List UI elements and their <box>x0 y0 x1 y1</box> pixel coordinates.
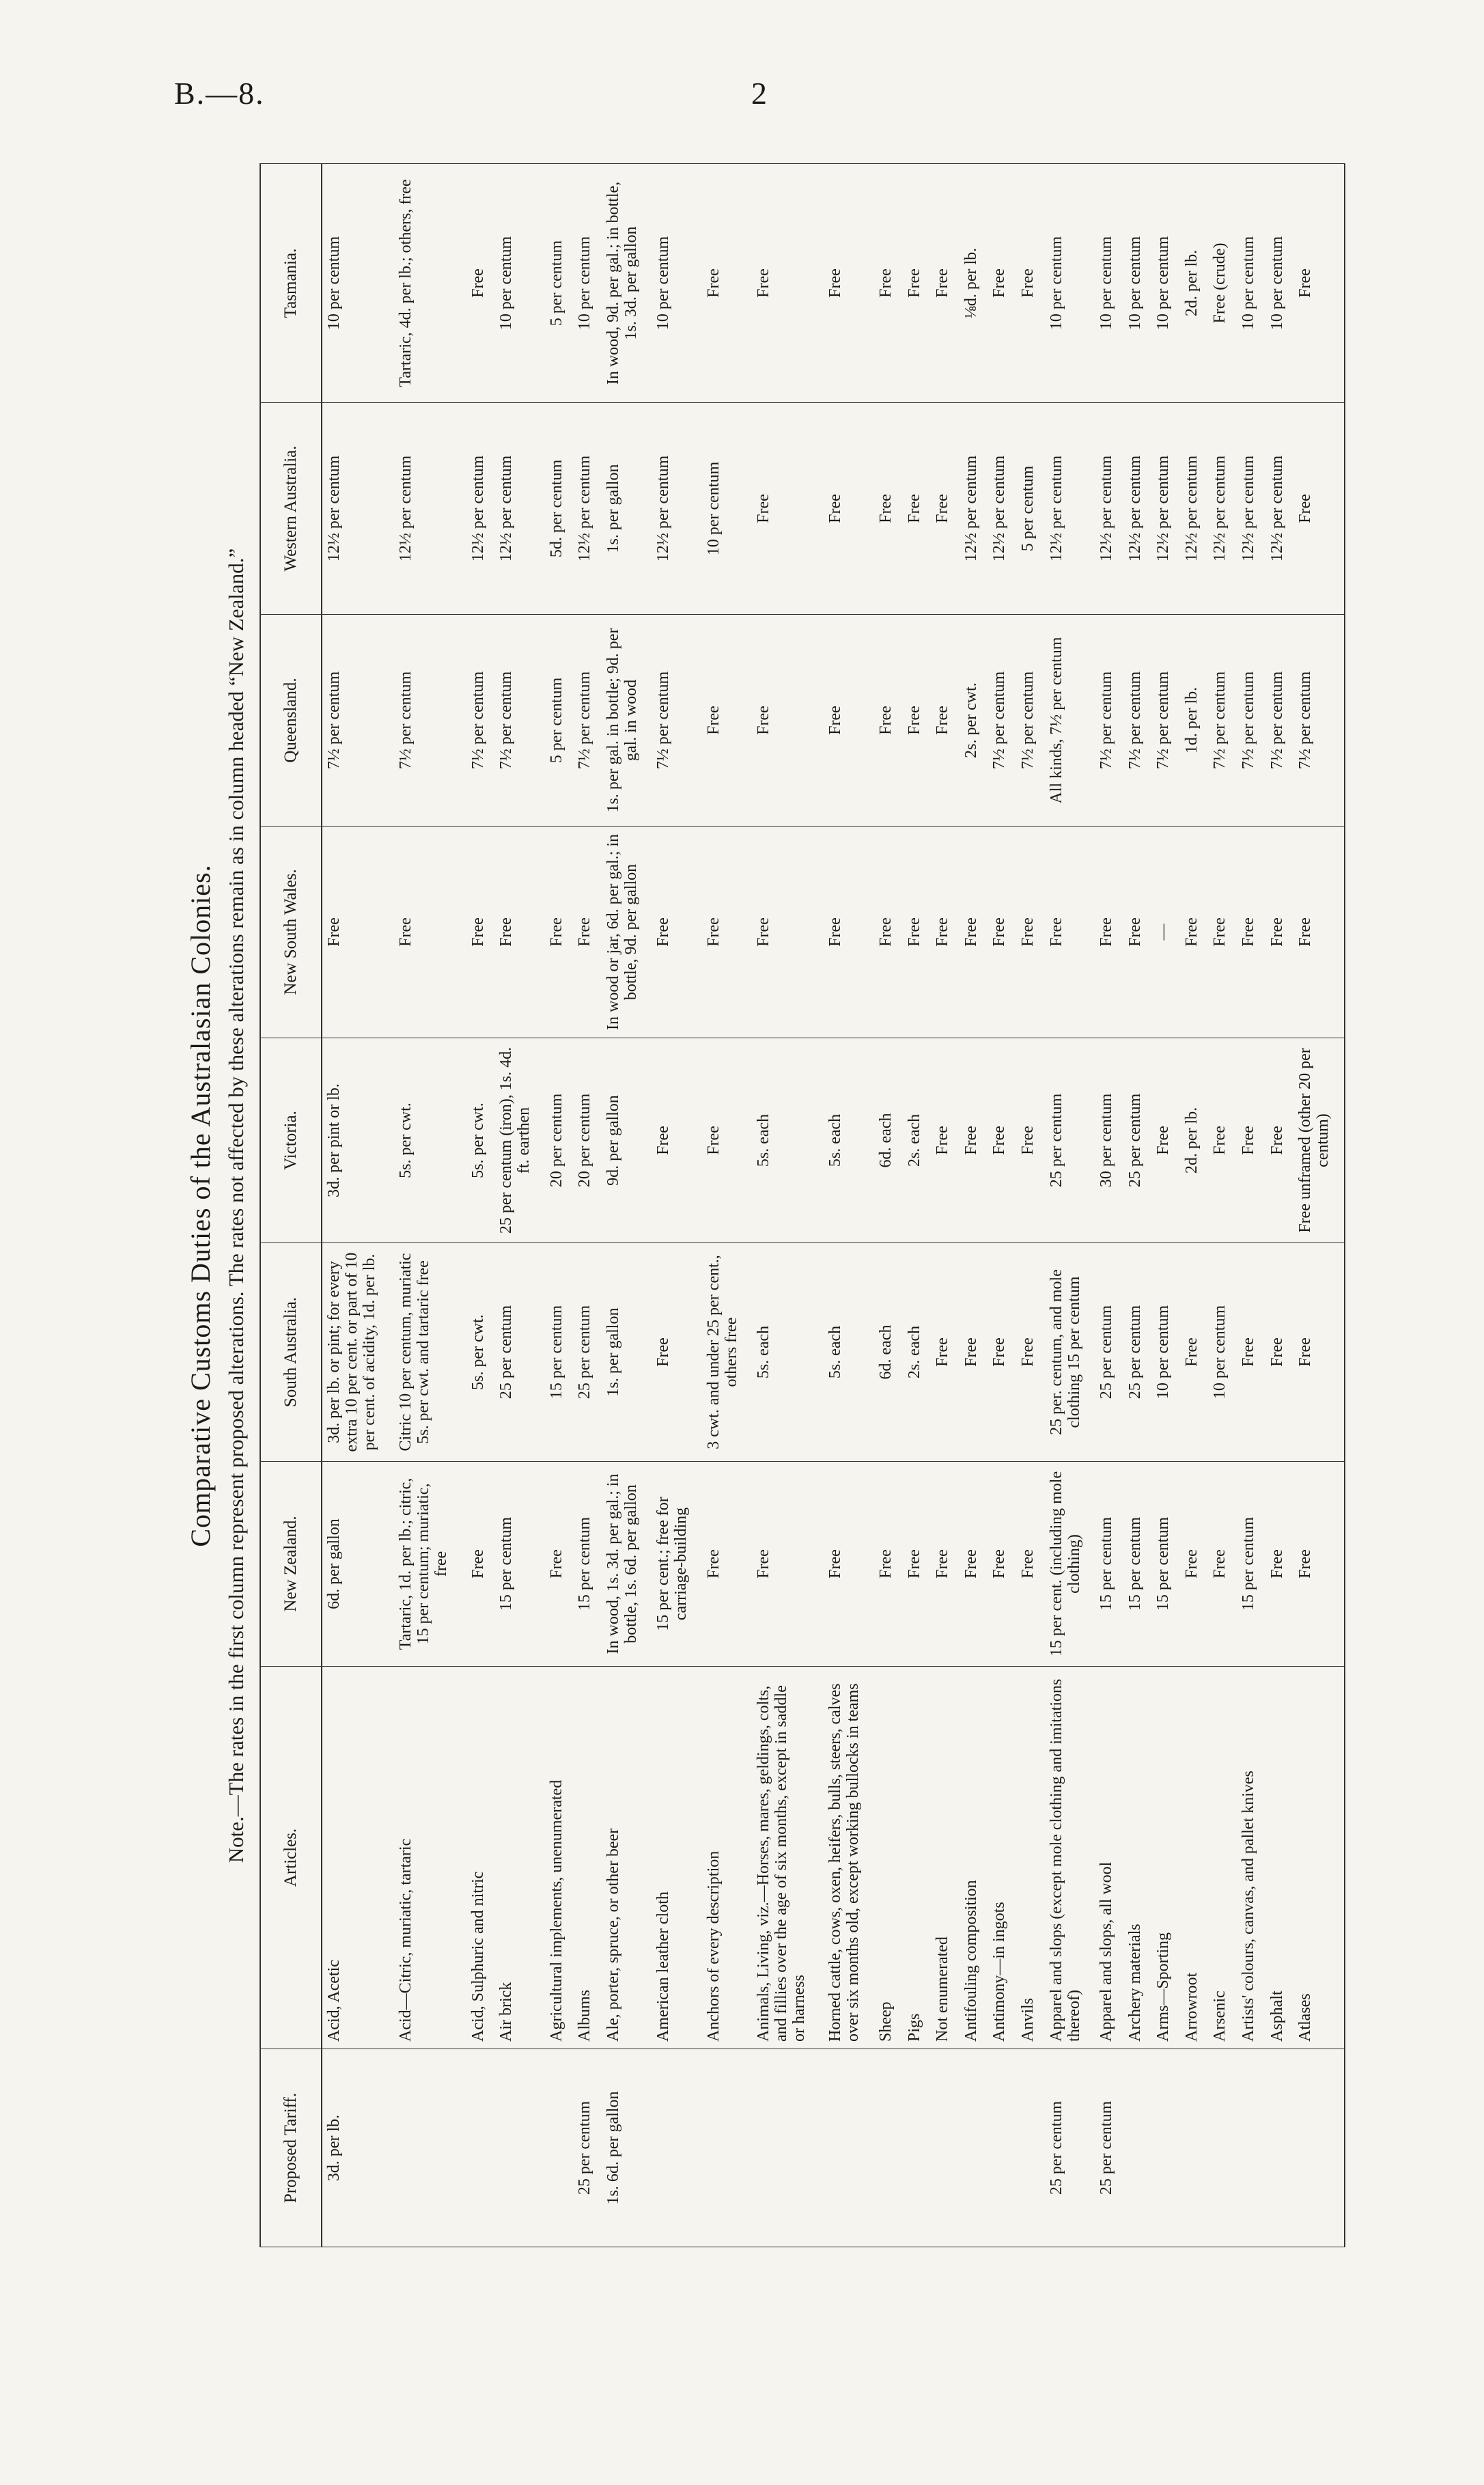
cell-sa: Free <box>1265 1243 1294 1462</box>
col-header: Articles. <box>260 1667 322 2049</box>
cell-qld: 7½ per centum <box>1016 615 1045 827</box>
table-row <box>752 164 824 2247</box>
cell-article: Air brick <box>494 1667 544 2049</box>
table-row <box>1095 164 1123 2247</box>
cell-vic: 2d. per lb. <box>1180 1038 1209 1243</box>
cell-tariff <box>1208 2049 1237 2247</box>
cell-tariff <box>988 2049 1016 2247</box>
cell-article: Anvils <box>1016 1667 1045 2049</box>
cell-sa: 5s. each <box>752 1243 824 1462</box>
cell-wa: 12½ per centum <box>652 403 701 615</box>
cell-wa: 12½ per centum <box>1265 403 1294 615</box>
cell-nz: Free <box>1016 1462 1045 1667</box>
cell-nsw: Free <box>322 827 394 1038</box>
cell-qld: All kinds, 7½ per centum <box>1045 615 1095 827</box>
table-row <box>466 164 495 2247</box>
cell-tariff <box>752 2049 824 2247</box>
cell-vic: 25 per centum (iron), 1s. 4d. ft. earthen <box>494 1038 544 1243</box>
cell-article: Acid, Acetic <box>322 1667 394 2049</box>
cell-tas: Free <box>466 164 495 403</box>
table-row <box>1293 164 1345 2247</box>
cell-nz: 15 per centum <box>573 1462 602 1667</box>
cell-tas: 10 per centum <box>494 164 544 403</box>
cell-tas: 10 per centum <box>1123 164 1152 403</box>
cell-tas: 10 per centum <box>652 164 701 403</box>
cell-tas: Free <box>874 164 903 403</box>
cell-article: Animals, Living, viz.—Horses, mares, geldings, colts, and fillies over the age of six months, except in saddle or harness <box>752 1667 824 2049</box>
cell-nsw: — <box>1151 827 1180 1038</box>
cell-tariff <box>960 2049 988 2247</box>
cell-nsw: Free <box>1208 827 1237 1038</box>
cell-tariff <box>1237 2049 1265 2247</box>
cell-article: Arrowroot <box>1180 1667 1209 2049</box>
cell-article: Apparel and slops, all wool <box>1095 1667 1123 2049</box>
cell-qld: Free <box>931 615 960 827</box>
cell-tariff <box>1151 2049 1180 2247</box>
table-row <box>1265 164 1294 2247</box>
cell-wa: Free <box>824 403 873 615</box>
cell-tariff <box>824 2049 873 2247</box>
cell-article: Agricultural implements, unenumerated <box>545 1667 574 2049</box>
cell-tariff <box>394 2049 466 2247</box>
cell-nz: In wood, 1s. 3d. per gal.; in bottle, 1s. 6d. per gallon <box>602 1462 652 1667</box>
cell-sa: 25 per centum <box>573 1243 602 1462</box>
cell-nz: Free <box>931 1462 960 1667</box>
cell-wa: 12½ per centum <box>466 403 495 615</box>
cell-wa: 5 per centum <box>1016 403 1045 615</box>
cell-nz: 15 per centum <box>1123 1462 1152 1667</box>
cell-nsw: Free <box>752 827 824 1038</box>
cell-tariff <box>1016 2049 1045 2247</box>
cell-qld: 7½ per centum <box>1265 615 1294 827</box>
cell-sa: 10 per centum <box>1151 1243 1180 1462</box>
cell-nsw: Free <box>988 827 1016 1038</box>
cell-qld: 7½ per centum <box>1208 615 1237 827</box>
cell-sa: 15 per centum <box>545 1243 574 1462</box>
cell-tariff <box>545 2049 574 2247</box>
cell-vic: 5s. per cwt. <box>466 1038 495 1243</box>
cell-article: Asphalt <box>1265 1667 1294 2049</box>
cell-nsw: Free <box>931 827 960 1038</box>
cell-wa: 10 per centum <box>702 403 752 615</box>
cell-vic: 2s. each <box>903 1038 932 1243</box>
cell-nsw: Free <box>573 827 602 1038</box>
table-row <box>1208 164 1237 2247</box>
cell-vic: Free <box>1208 1038 1237 1243</box>
cell-tas: 2d. per lb. <box>1180 164 1209 403</box>
cell-sa: 3 cwt. and under 25 per cent., others free <box>702 1243 752 1462</box>
cell-vic: Free <box>652 1038 701 1243</box>
cell-vic: Free <box>1265 1038 1294 1243</box>
cell-sa: Free <box>652 1243 701 1462</box>
cell-article: American leather cloth <box>652 1667 701 2049</box>
cell-vic: Free <box>1016 1038 1045 1243</box>
table-row <box>322 164 394 2247</box>
cell-sa: 6d. each <box>874 1243 903 1462</box>
cell-qld: 7½ per centum <box>1237 615 1265 827</box>
cell-sa: Free <box>1180 1243 1209 1462</box>
cell-nsw: Free <box>702 827 752 1038</box>
col-header: Proposed Tariff. <box>260 2049 322 2247</box>
cell-nz: 15 per centum <box>494 1462 544 1667</box>
cell-qld: 5 per centum <box>545 615 574 827</box>
cell-tas: Free <box>1016 164 1045 403</box>
cell-nsw: Free <box>545 827 574 1038</box>
cell-nz: Free <box>1293 1462 1345 1667</box>
cell-article: Albums <box>573 1667 602 2049</box>
cell-sa: 25 per. centum, and mole clothing 15 per centum <box>1045 1243 1095 1462</box>
cell-sa: 1s. per gallon <box>602 1243 652 1462</box>
cell-nsw: Free <box>1123 827 1152 1038</box>
rotated-table-sheet <box>184 164 1345 2247</box>
table-row <box>1016 164 1045 2247</box>
table-row <box>394 164 466 2247</box>
cell-wa: Free <box>752 403 824 615</box>
cell-vic: Free <box>1151 1038 1180 1243</box>
cell-qld: 1d. per lb. <box>1180 615 1209 827</box>
cell-nsw: Free <box>874 827 903 1038</box>
cell-qld: 7½ per centum <box>1151 615 1180 827</box>
document-reference: B.—8. <box>174 76 265 111</box>
table-row <box>702 164 752 2247</box>
cell-nz: 15 per cent. (including mole clothing) <box>1045 1462 1095 1667</box>
cell-wa: Free <box>903 403 932 615</box>
cell-vic: 20 per centum <box>545 1038 574 1243</box>
cell-wa: 12½ per centum <box>494 403 544 615</box>
cell-article: Not enumerated <box>931 1667 960 2049</box>
cell-nz: 6d. per gallon <box>322 1462 394 1667</box>
cell-vic: Free <box>702 1038 752 1243</box>
cell-vic: Free <box>931 1038 960 1243</box>
cell-tas: 10 per centum <box>1045 164 1095 403</box>
cell-article: Horned cattle, cows, oxen, heifers, bulls, steers, calves over six months old, except working bullocks in teams <box>824 1667 873 2049</box>
table-title: Comparative Customs Duties of the Australasian Colonies. <box>185 864 216 1547</box>
cell-qld: 7½ per centum <box>322 615 394 827</box>
cell-article: Antifouling composition <box>960 1667 988 2049</box>
cell-nsw: Free <box>960 827 988 1038</box>
cell-vic: Free <box>1237 1038 1265 1243</box>
cell-nsw: Free <box>1045 827 1095 1038</box>
cell-nsw: Free <box>1016 827 1045 1038</box>
cell-sa: 10 per centum <box>1208 1243 1237 1462</box>
cell-tas: 10 per centum <box>1151 164 1180 403</box>
cell-tas: 10 per centum <box>322 164 394 403</box>
cell-tas: 10 per centum <box>1265 164 1294 403</box>
page-number: 2 <box>751 76 767 111</box>
cell-nz: 15 per centum <box>1151 1462 1180 1667</box>
table-row <box>652 164 701 2247</box>
cell-tas: Free (crude) <box>1208 164 1237 403</box>
cell-vic: Free unframed (other 20 per centum) <box>1293 1038 1345 1243</box>
cell-sa: Free <box>1293 1243 1345 1462</box>
cell-tas: 10 per centum <box>1237 164 1265 403</box>
cell-nz: Free <box>1180 1462 1209 1667</box>
header-row <box>260 164 322 2247</box>
table-row <box>1180 164 1209 2247</box>
cell-tas: In wood, 9d. per gal.; in bottle, 1s. 3d. per gallon <box>602 164 652 403</box>
cell-qld: 7½ per centum <box>466 615 495 827</box>
cell-wa: 12½ per centum <box>394 403 466 615</box>
cell-wa: 12½ per centum <box>1180 403 1209 615</box>
cell-vic: 6d. each <box>874 1038 903 1243</box>
cell-vic: 3d. per pint or lb. <box>322 1038 394 1243</box>
cell-article: Sheep <box>874 1667 903 2049</box>
table-row <box>602 164 652 2247</box>
table-row <box>824 164 873 2247</box>
cell-sa: Citric 10 per centum, muriatic 5s. per cwt. and tartaric free <box>394 1243 466 1462</box>
col-header: Victoria. <box>260 1038 322 1243</box>
cell-tas: 5 per centum <box>545 164 574 403</box>
cell-article: Anchors of every description <box>702 1667 752 2049</box>
cell-wa: 12½ per centum <box>1095 403 1123 615</box>
cell-vic: 25 per centum <box>1123 1038 1152 1243</box>
cell-nsw: Free <box>1265 827 1294 1038</box>
cell-tas: Free <box>702 164 752 403</box>
cell-qld: 7½ per centum <box>1293 615 1345 827</box>
cell-tariff <box>903 2049 932 2247</box>
cell-tariff <box>1293 2049 1345 2247</box>
cell-qld: Free <box>874 615 903 827</box>
cell-tariff: 25 per centum <box>1045 2049 1095 2247</box>
cell-vic: 5s. each <box>752 1038 824 1243</box>
cell-wa: Free <box>1293 403 1345 615</box>
cell-qld: 7½ per centum <box>652 615 701 827</box>
cell-qld: 7½ per centum <box>1095 615 1123 827</box>
cell-wa: 12½ per centum <box>1123 403 1152 615</box>
cell-wa: Free <box>874 403 903 615</box>
cell-wa: 1s. per gallon <box>602 403 652 615</box>
cell-sa: 2s. each <box>903 1243 932 1462</box>
cell-nsw: Free <box>824 827 873 1038</box>
cell-wa: 12½ per centum <box>988 403 1016 615</box>
cell-nsw: In wood or jar, 6d. per gal.; in bottle, 9d. per gallon <box>602 827 652 1038</box>
cell-tariff: 1s. 6d. per gallon <box>602 2049 652 2247</box>
cell-tas: Free <box>988 164 1016 403</box>
cell-vic: Free <box>960 1038 988 1243</box>
cell-tas: Free <box>824 164 873 403</box>
cell-tariff <box>931 2049 960 2247</box>
cell-article: Atlases <box>1293 1667 1345 2049</box>
duties-table <box>260 163 1345 2247</box>
cell-nz: Free <box>824 1462 873 1667</box>
cell-nz: Tartaric, 1d. per lb.; citric, 15 per centum; muriatic, free <box>394 1462 466 1667</box>
cell-article: Ale, porter, spruce, or other beer <box>602 1667 652 2049</box>
table-row <box>494 164 544 2247</box>
cell-article: Apparel and slops (except mole clothing and imitations thereof) <box>1045 1667 1095 2049</box>
cell-sa: 25 per centum <box>494 1243 544 1462</box>
cell-vic: 20 per centum <box>573 1038 602 1243</box>
table-row <box>988 164 1016 2247</box>
cell-qld: 1s. per gal. in bottle; 9d. per gal. in wood <box>602 615 652 827</box>
cell-tas: 10 per centum <box>573 164 602 403</box>
cell-sa: 3d. per lb. or pint; for every extra 10 per cent. or part of 10 per cent. of acidity, 1d. per lb. <box>322 1243 394 1462</box>
cell-nz: Free <box>545 1462 574 1667</box>
cell-tariff: 3d. per lb. <box>322 2049 394 2247</box>
cell-vic: 5s. each <box>824 1038 873 1243</box>
table-row <box>1237 164 1265 2247</box>
cell-tariff <box>494 2049 544 2247</box>
table-row <box>1123 164 1152 2247</box>
cell-tariff: 25 per centum <box>1095 2049 1123 2247</box>
cell-nz: 15 per centum <box>1095 1462 1123 1667</box>
col-header: South Australia. <box>260 1243 322 1462</box>
cell-sa: 5s. per cwt. <box>466 1243 495 1462</box>
cell-wa: 12½ per centum <box>1045 403 1095 615</box>
cell-wa: 12½ per centum <box>322 403 394 615</box>
table-row <box>1045 164 1095 2247</box>
cell-nz: Free <box>466 1462 495 1667</box>
cell-nsw: Free <box>494 827 544 1038</box>
cell-wa: 12½ per centum <box>960 403 988 615</box>
cell-vic: 9d. per gallon <box>602 1038 652 1243</box>
cell-nz: Free <box>874 1462 903 1667</box>
cell-nsw: Free <box>1095 827 1123 1038</box>
table-row <box>931 164 960 2247</box>
cell-qld: Free <box>824 615 873 827</box>
cell-sa: 25 per centum <box>1095 1243 1123 1462</box>
col-header: New Zealand. <box>260 1462 322 1667</box>
cell-nz: Free <box>1265 1462 1294 1667</box>
cell-nz: Free <box>960 1462 988 1667</box>
cell-nz: Free <box>903 1462 932 1667</box>
table-row <box>1151 164 1180 2247</box>
table-note: Note.—The rates in the first column represent proposed alterations. The rates not affected by these alterations remain as in column headed “New Zealand.” <box>224 548 248 1863</box>
cell-qld: Free <box>752 615 824 827</box>
cell-qld: 7½ per centum <box>394 615 466 827</box>
cell-vic: 5s. per cwt. <box>394 1038 466 1243</box>
cell-tariff <box>1180 2049 1209 2247</box>
cell-article: Artists' colours, canvas, and pallet knives <box>1237 1667 1265 2049</box>
col-header: Western Australia. <box>260 403 322 615</box>
cell-article: Archery materials <box>1123 1667 1152 2049</box>
cell-sa: Free <box>1016 1243 1045 1462</box>
cell-vic: 30 per centum <box>1095 1038 1123 1243</box>
cell-nsw: Free <box>1180 827 1209 1038</box>
cell-wa: 12½ per centum <box>1208 403 1237 615</box>
cell-sa: Free <box>931 1243 960 1462</box>
cell-article: Pigs <box>903 1667 932 2049</box>
cell-article: Arms—Sporting <box>1151 1667 1180 2049</box>
cell-sa: 5s. each <box>824 1243 873 1462</box>
cell-qld: 2s. per cwt. <box>960 615 988 827</box>
cell-sa: 25 per centum <box>1123 1243 1152 1462</box>
cell-tas: Tartaric, 4d. per lb.; others, free <box>394 164 466 403</box>
cell-wa: 12½ per centum <box>1151 403 1180 615</box>
cell-nsw: Free <box>466 827 495 1038</box>
cell-nsw: Free <box>1237 827 1265 1038</box>
cell-tariff <box>652 2049 701 2247</box>
cell-article: Antimony—in ingots <box>988 1667 1016 2049</box>
cell-tas: Free <box>1293 164 1345 403</box>
cell-nz: 15 per centum <box>1237 1462 1265 1667</box>
cell-qld: 7½ per centum <box>1123 615 1152 827</box>
cell-nsw: Free <box>903 827 932 1038</box>
cell-sa: Free <box>1237 1243 1265 1462</box>
cell-tas: 10 per centum <box>1095 164 1123 403</box>
cell-tas: Free <box>931 164 960 403</box>
table-row <box>545 164 574 2247</box>
cell-sa: Free <box>988 1243 1016 1462</box>
cell-tas: Free <box>903 164 932 403</box>
cell-vic: Free <box>988 1038 1016 1243</box>
cell-tariff <box>1265 2049 1294 2247</box>
cell-nsw: Free <box>394 827 466 1038</box>
cell-tas: Free <box>752 164 824 403</box>
cell-nz: Free <box>988 1462 1016 1667</box>
col-header: Queensland. <box>260 615 322 827</box>
cell-tariff <box>1123 2049 1152 2247</box>
cell-tariff <box>702 2049 752 2247</box>
cell-article: Arsenic <box>1208 1667 1237 2049</box>
cell-nsw: Free <box>652 827 701 1038</box>
cell-qld: Free <box>903 615 932 827</box>
cell-tas: ⅛d. per lb. <box>960 164 988 403</box>
cell-qld: 7½ per centum <box>494 615 544 827</box>
cell-nz: Free <box>1208 1462 1237 1667</box>
cell-sa: Free <box>960 1243 988 1462</box>
col-header: New South Wales. <box>260 827 322 1038</box>
cell-wa: 12½ per centum <box>1237 403 1265 615</box>
cell-wa: 12½ per centum <box>573 403 602 615</box>
cell-tariff <box>874 2049 903 2247</box>
cell-wa: Free <box>931 403 960 615</box>
table-row <box>573 164 602 2247</box>
cell-vic: 25 per centum <box>1045 1038 1095 1243</box>
cell-tariff <box>466 2049 495 2247</box>
cell-nz: 15 per cent.; free for carriage-building <box>652 1462 701 1667</box>
cell-article: Acid—Citric, muriatic, tartaric <box>394 1667 466 2049</box>
cell-wa: 5d. per centum <box>545 403 574 615</box>
table-row <box>874 164 903 2247</box>
cell-article: Acid, Sulphuric and nitric <box>466 1667 495 2049</box>
cell-qld: Free <box>702 615 752 827</box>
table-row <box>960 164 988 2247</box>
table-row <box>903 164 932 2247</box>
cell-tariff: 25 per centum <box>573 2049 602 2247</box>
cell-qld: 7½ per centum <box>988 615 1016 827</box>
cell-nz: Free <box>752 1462 824 1667</box>
cell-nsw: Free <box>1293 827 1345 1038</box>
col-header: Tasmania. <box>260 164 322 403</box>
cell-nz: Free <box>702 1462 752 1667</box>
cell-qld: 7½ per centum <box>573 615 602 827</box>
